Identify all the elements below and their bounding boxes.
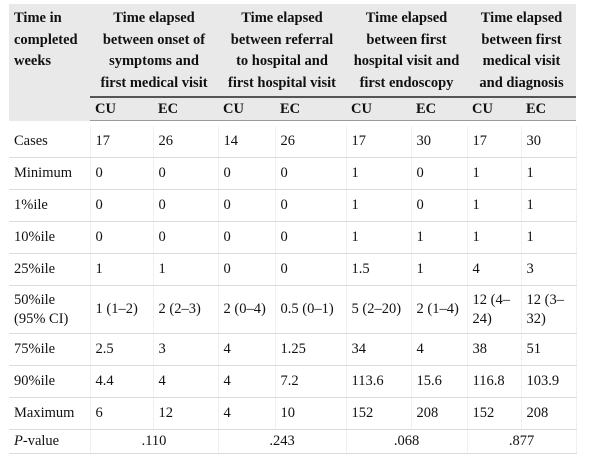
table-cell: 116.8 xyxy=(467,366,521,398)
subheader-ec: EC xyxy=(411,97,467,121)
table-cell: 1 xyxy=(153,254,218,286)
row-label: 50%ile (95% CI) xyxy=(9,286,90,334)
table-cell: 0 xyxy=(275,190,346,222)
table-body xyxy=(9,121,576,454)
table-cell: 4 xyxy=(411,334,467,366)
table-header xyxy=(9,4,576,121)
subheader-cu: CU xyxy=(467,97,521,121)
table-cell: 0 xyxy=(153,222,218,254)
table-cell: 152 xyxy=(467,398,521,430)
table-cell: 3 xyxy=(153,334,218,366)
row-label: Cases xyxy=(9,126,90,158)
table-cell: 1 xyxy=(346,158,411,190)
row-label: 10%ile xyxy=(9,222,90,254)
table-cell: 1 (1–2) xyxy=(90,286,153,334)
table-row xyxy=(9,334,576,366)
table-cell: 1 xyxy=(346,222,411,254)
table-cell: 0 xyxy=(411,158,467,190)
table-cell: 15.6 xyxy=(411,366,467,398)
group-header-onset: Time elapsed between onset of symptoms and first medical visit xyxy=(90,4,218,97)
table-cell: 38 xyxy=(467,334,521,366)
table-cell: 103.9 xyxy=(521,366,576,398)
table-cell: 208 xyxy=(411,398,467,430)
table-cell: 4 xyxy=(218,366,275,398)
table-cell: 4 xyxy=(153,366,218,398)
table-cell: 1 xyxy=(521,190,576,222)
corner-header: Time in completed weeks xyxy=(9,4,90,121)
pvalue-label-italic: P xyxy=(14,433,23,449)
table-cell: 1.25 xyxy=(275,334,346,366)
table-row xyxy=(9,398,576,430)
table-cell: 1 xyxy=(411,254,467,286)
table-cell: 1 xyxy=(521,222,576,254)
table-cell: 1 xyxy=(346,190,411,222)
table-cell: 1 xyxy=(411,222,467,254)
table-cell: 0 xyxy=(90,222,153,254)
table-cell: 113.6 xyxy=(346,366,411,398)
table-cell: 0 xyxy=(411,190,467,222)
table-cell: 1.5 xyxy=(346,254,411,286)
subheader-cu: CU xyxy=(90,97,153,121)
table-cell: 26 xyxy=(275,126,346,158)
table-cell: 0 xyxy=(275,158,346,190)
table-cell: 0 xyxy=(218,254,275,286)
table-cell: 3 xyxy=(521,254,576,286)
table-row xyxy=(9,190,576,222)
table-cell: 6 xyxy=(90,398,153,430)
pvalue-cell: .243 xyxy=(218,430,346,454)
table-cell: 1 xyxy=(521,158,576,190)
pvalue-cell: .068 xyxy=(346,430,467,454)
table-cell: 0.5 (0–1) xyxy=(275,286,346,334)
pvalue-cell: .110 xyxy=(90,430,218,454)
table-cell: 1 xyxy=(90,254,153,286)
table-cell: 0 xyxy=(90,158,153,190)
table-cell: 4 xyxy=(218,398,275,430)
table-row xyxy=(9,286,576,334)
table-cell: 152 xyxy=(346,398,411,430)
table-cell: 1 xyxy=(467,190,521,222)
table-cell: 1 xyxy=(467,222,521,254)
row-label: 90%ile xyxy=(9,366,90,398)
table-cell: 51 xyxy=(521,334,576,366)
subheader-ec: EC xyxy=(521,97,576,121)
table-cell: 12 (4–24) xyxy=(467,286,521,334)
table-cell: 2.5 xyxy=(90,334,153,366)
row-label: 25%ile xyxy=(9,254,90,286)
table-cell: 0 xyxy=(218,190,275,222)
table-cell: 34 xyxy=(346,334,411,366)
group-header-referral: Time elapsed between referral to hospital and first hospital visit xyxy=(218,4,346,97)
table-cell: 0 xyxy=(275,254,346,286)
row-label: 75%ile xyxy=(9,334,90,366)
pvalue-cell: .877 xyxy=(467,430,576,454)
pvalue-label xyxy=(9,430,90,454)
table-cell: 0 xyxy=(90,190,153,222)
data-table-container xyxy=(9,4,577,454)
table-cell: 7.2 xyxy=(275,366,346,398)
subheader-ec: EC xyxy=(275,97,346,121)
table-cell: 4.4 xyxy=(90,366,153,398)
subheader-ec: EC xyxy=(153,97,218,121)
table-row xyxy=(9,366,576,398)
row-label: Maximum xyxy=(9,398,90,430)
table-cell: 0 xyxy=(153,190,218,222)
table-cell: 4 xyxy=(218,334,275,366)
table-cell: 2 (1–4) xyxy=(411,286,467,334)
data-table xyxy=(9,4,577,454)
subheader-cu: CU xyxy=(218,97,275,121)
table-row xyxy=(9,126,576,158)
table-cell: 10 xyxy=(275,398,346,430)
pvalue-label-rest: -value xyxy=(22,433,60,449)
group-header-endoscopy: Time elapsed between first hospital visit and first endoscopy xyxy=(346,4,467,97)
table-cell: 12 xyxy=(153,398,218,430)
table-cell: 30 xyxy=(411,126,467,158)
table-cell: 26 xyxy=(153,126,218,158)
table-cell: 17 xyxy=(90,126,153,158)
pvalue-row xyxy=(9,430,576,454)
table-cell: 30 xyxy=(521,126,576,158)
table-row xyxy=(9,222,576,254)
table-cell: 1 xyxy=(467,158,521,190)
subheader-cu: CU xyxy=(346,97,411,121)
group-header-diagnosis: Time elapsed between first medical visit and diagnosis xyxy=(467,4,576,97)
table-cell: 0 xyxy=(153,158,218,190)
table-cell: 14 xyxy=(218,126,275,158)
table-row xyxy=(9,158,576,190)
table-cell: 12 (3–32) xyxy=(521,286,576,334)
table-cell: 0 xyxy=(218,158,275,190)
table-cell: 4 xyxy=(467,254,521,286)
row-label: 1%ile xyxy=(9,190,90,222)
table-cell: 0 xyxy=(218,222,275,254)
table-cell: 5 (2–20) xyxy=(346,286,411,334)
table-cell: 2 (0–4) xyxy=(218,286,275,334)
row-label: Minimum xyxy=(9,158,90,190)
table-cell: 17 xyxy=(346,126,411,158)
table-cell: 208 xyxy=(521,398,576,430)
table-row xyxy=(9,254,576,286)
table-cell: 2 (2–3) xyxy=(153,286,218,334)
table-cell: 0 xyxy=(275,222,346,254)
table-cell: 17 xyxy=(467,126,521,158)
